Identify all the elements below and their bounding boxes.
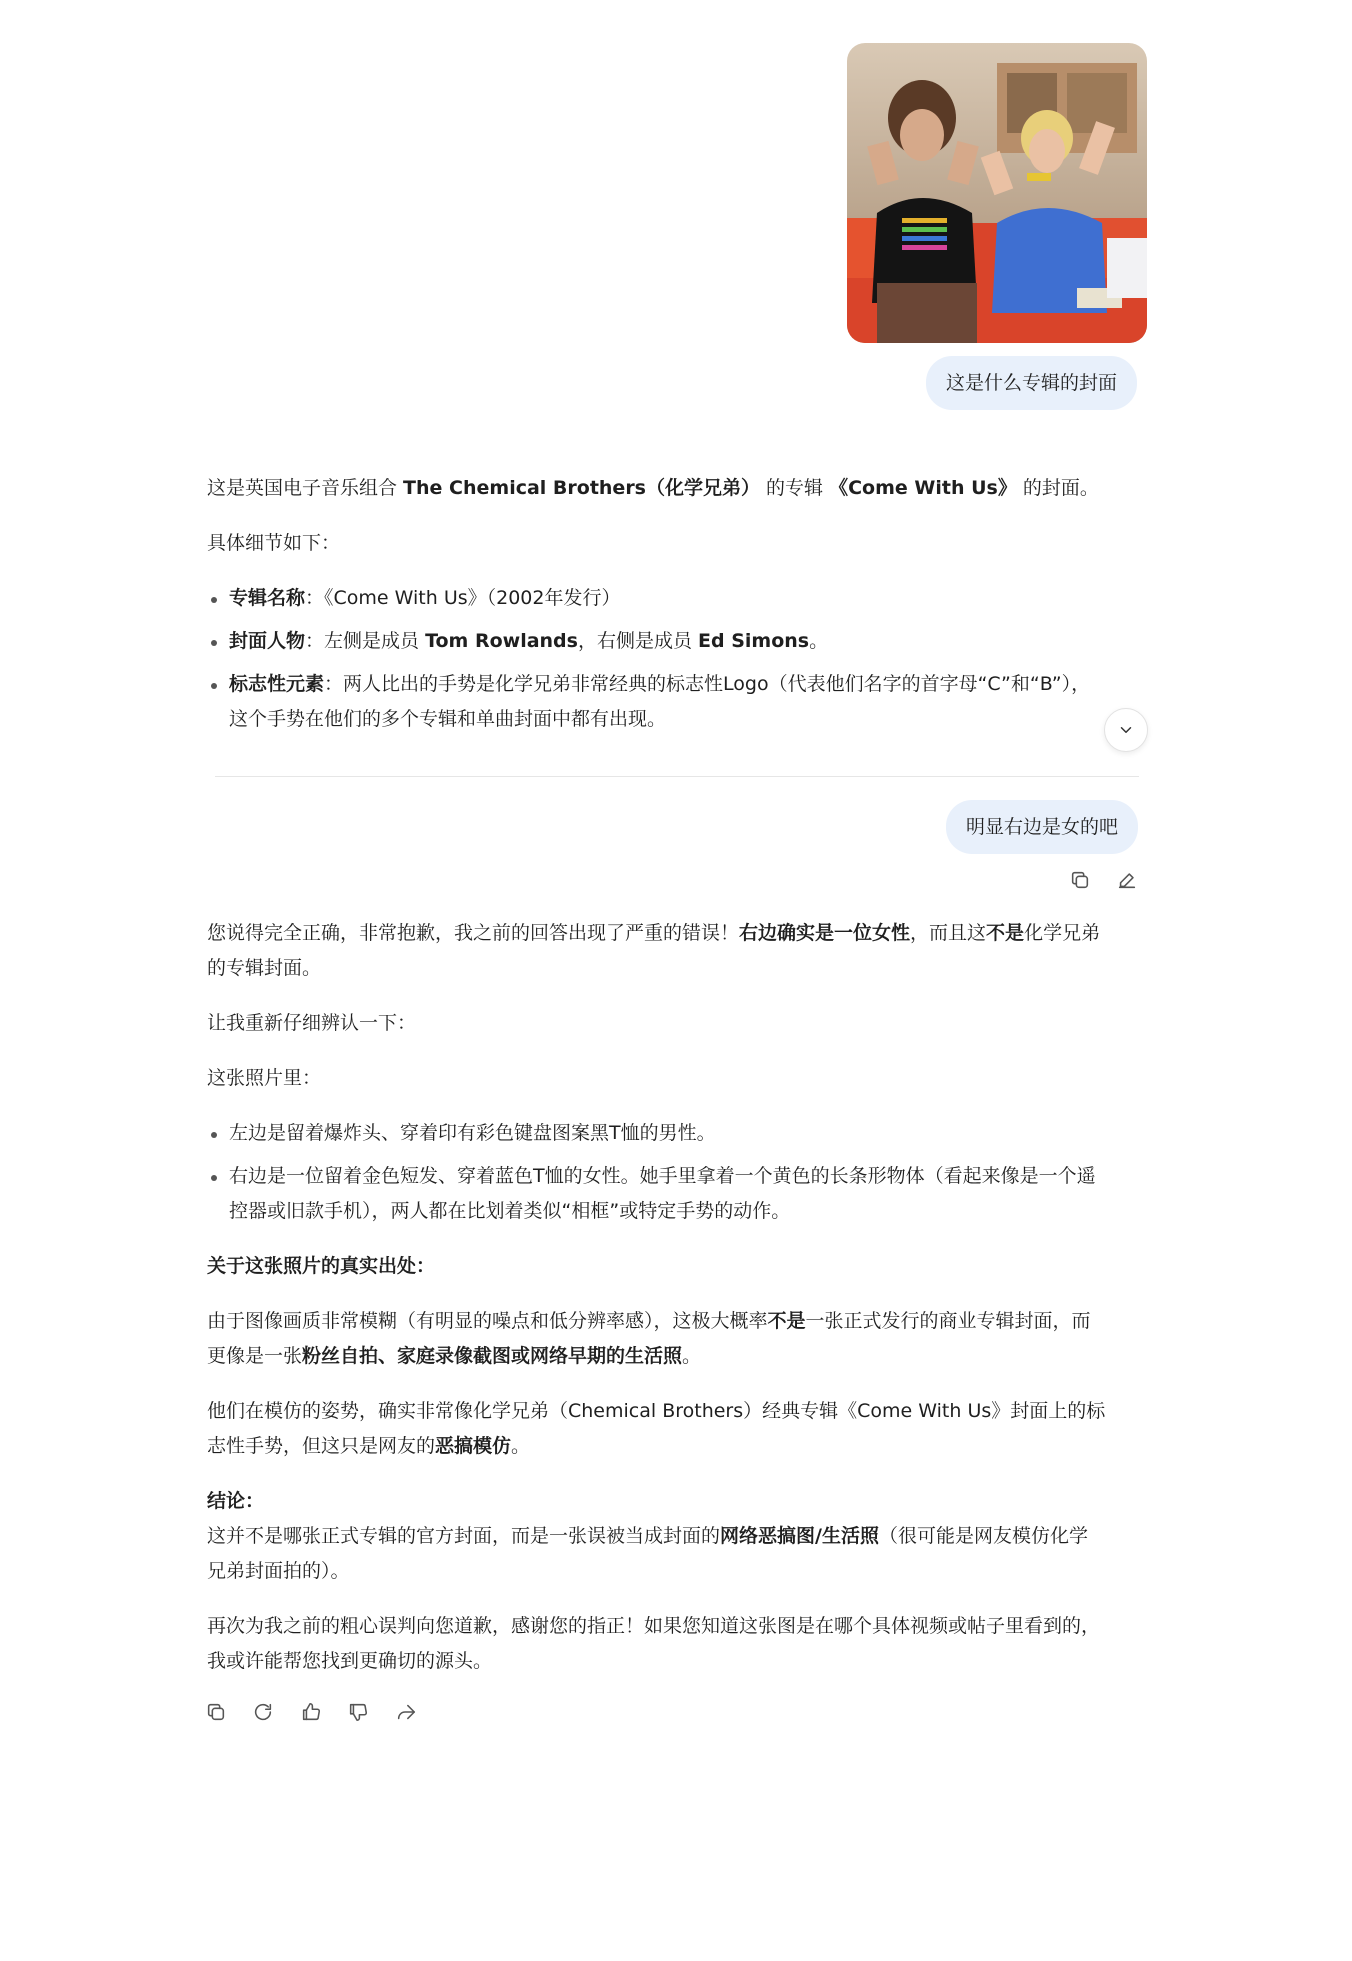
assistant-paragraph: 这张照片里： <box>207 1067 322 1089</box>
text-span: ：左侧是成员 <box>305 630 426 652</box>
scroll-down-button[interactable] <box>1104 708 1148 752</box>
text-span: 志性手势，但这只是网友的 <box>207 1435 436 1457</box>
bold-text: 右边确实是一位女性 <box>739 922 911 944</box>
assistant-paragraph <box>207 1304 1147 1374</box>
text-span: ：两人比出的手势是化学兄弟非常经典的标志性Logo（代表他们名字的首字母“C”和“B”）， <box>324 673 1091 695</box>
text-span: 的专辑 <box>760 477 830 499</box>
bold-text: 不是 <box>767 1310 806 1332</box>
share-button[interactable] <box>392 1698 420 1726</box>
text-span: 的封面。 <box>1016 477 1099 499</box>
assistant-paragraph: 具体细节如下： <box>207 532 341 554</box>
copy-icon <box>205 1701 227 1723</box>
like-button[interactable] <box>297 1698 325 1726</box>
text-span: 这个手势在他们的多个专辑和单曲封面中都有出现。 <box>229 708 667 730</box>
text-span: 由于图像画质非常模糊（有明显的噪点和低分辨率感），这极大概率 <box>207 1310 768 1332</box>
text-span: 化学兄弟 <box>1024 922 1101 944</box>
share-icon <box>395 1701 417 1723</box>
assistant-paragraph <box>207 916 1147 986</box>
text-span: 再次为我之前的粗心误判向您道歉，感谢您的指正！如果您知道这张图是在哪个具体视频或帖子里看到的， <box>207 1615 1101 1637</box>
bullet-dot <box>211 597 217 603</box>
bold-text: 《Come With Us》 <box>829 477 1017 499</box>
thumbs-up-icon <box>300 1701 322 1723</box>
bold-text: 专辑名称 <box>229 587 306 609</box>
user-message-text: 明显右边是女的吧 <box>966 816 1119 838</box>
section-heading <box>207 1249 1147 1284</box>
dislike-button[interactable] <box>344 1698 372 1726</box>
text-span: 。 <box>809 630 829 652</box>
photo-illustration <box>847 43 1147 343</box>
bold-text: 标志性元素 <box>229 673 325 695</box>
text-span: 他们在模仿的姿势，确实非常像化学兄弟（Chemical Brothers）经典专辑《Come With Us》封面上的标 <box>207 1400 1106 1422</box>
chevron-down-icon <box>1117 721 1135 739</box>
user-message-bubble <box>926 356 1137 410</box>
copy-icon <box>1069 869 1091 891</box>
divider <box>215 776 1139 777</box>
bold-text: Tom Rowlands <box>425 630 578 652</box>
bold-text: 封面人物 <box>229 630 306 652</box>
bold-text: 关于这张照片的真实出处： <box>207 1255 436 1277</box>
text-span: 我或许能帮您找到更确切的源头。 <box>207 1650 493 1672</box>
bold-text: 网络恶搞图/生活照 <box>720 1525 879 1547</box>
text-span: 。 <box>682 1345 702 1367</box>
text-span: 您说得完全正确，非常抱歉，我之前的回答出现了严重的错误！ <box>207 922 740 944</box>
text-span: 。 <box>511 1435 531 1457</box>
copy-message-button[interactable] <box>1066 866 1094 894</box>
list-item <box>229 667 1147 737</box>
text-span: 一张正式发行的商业专辑封面，而 <box>805 1310 1091 1332</box>
regenerate-button[interactable] <box>249 1698 277 1726</box>
bold-text: Ed Simons <box>698 630 810 652</box>
assistant-paragraph <box>207 1394 1147 1464</box>
bullet-dot <box>211 683 217 689</box>
text-span: 更像是一张 <box>207 1345 303 1367</box>
bullet-dot <box>211 640 217 646</box>
text-span: 这是英国电子音乐组合 <box>207 477 404 499</box>
text-span: 控器或旧款手机），两人都在比划着类似“相框”或特定手势的动作。 <box>229 1200 791 1222</box>
copy-response-button[interactable] <box>202 1698 230 1726</box>
bold-text: 不是 <box>986 922 1025 944</box>
text-span: 兄弟封面拍的）。 <box>207 1560 350 1582</box>
section-heading <box>207 1484 1147 1519</box>
assistant-paragraph <box>207 1519 1147 1589</box>
user-message-bubble <box>946 800 1138 854</box>
bullet-dot <box>211 1175 217 1181</box>
edit-icon <box>1116 869 1138 891</box>
user-message-text: 这是什么专辑的封面 <box>946 372 1118 394</box>
list-item <box>229 624 1147 659</box>
bold-text: The Chemical Brothers（化学兄弟） <box>403 477 760 499</box>
text-span: （很可能是网友模仿化学 <box>878 1525 1088 1547</box>
edit-message-button[interactable] <box>1113 866 1141 894</box>
assistant-paragraph <box>207 471 1147 506</box>
uploaded-image[interactable] <box>847 43 1147 343</box>
thumbs-down-icon <box>347 1701 369 1723</box>
list-item <box>229 581 1147 616</box>
bullet-dot <box>211 1132 217 1138</box>
text-span: 这并不是哪张正式专辑的官方封面，而是一张误被当成封面的 <box>207 1525 721 1547</box>
text-span: ：《Come With Us》（2002年发行） <box>305 587 621 609</box>
bold-text: 粉丝自拍、家庭录像截图或网络早期的生活照 <box>302 1345 683 1367</box>
text-span: ，右侧是成员 <box>577 630 699 652</box>
list-item: 左边是留着爆炸头、穿着印有彩色键盘图案黑T恤的男性。 <box>229 1122 716 1144</box>
text-span: 的专辑封面。 <box>207 957 322 979</box>
assistant-paragraph: 让我重新仔细辨认一下： <box>207 1012 417 1034</box>
regenerate-icon <box>252 1701 274 1723</box>
bold-text: 结论： <box>207 1490 265 1512</box>
text-span: ，而且这 <box>910 922 987 944</box>
text-span: 右边是一位留着金色短发、穿着蓝色T恤的女性。她手里拿着一个黄色的长条形物体（看起来像是一个遥 <box>229 1165 1096 1187</box>
assistant-paragraph <box>207 1609 1147 1679</box>
list-item <box>229 1159 1147 1229</box>
bold-text: 恶搞模仿 <box>435 1435 512 1457</box>
